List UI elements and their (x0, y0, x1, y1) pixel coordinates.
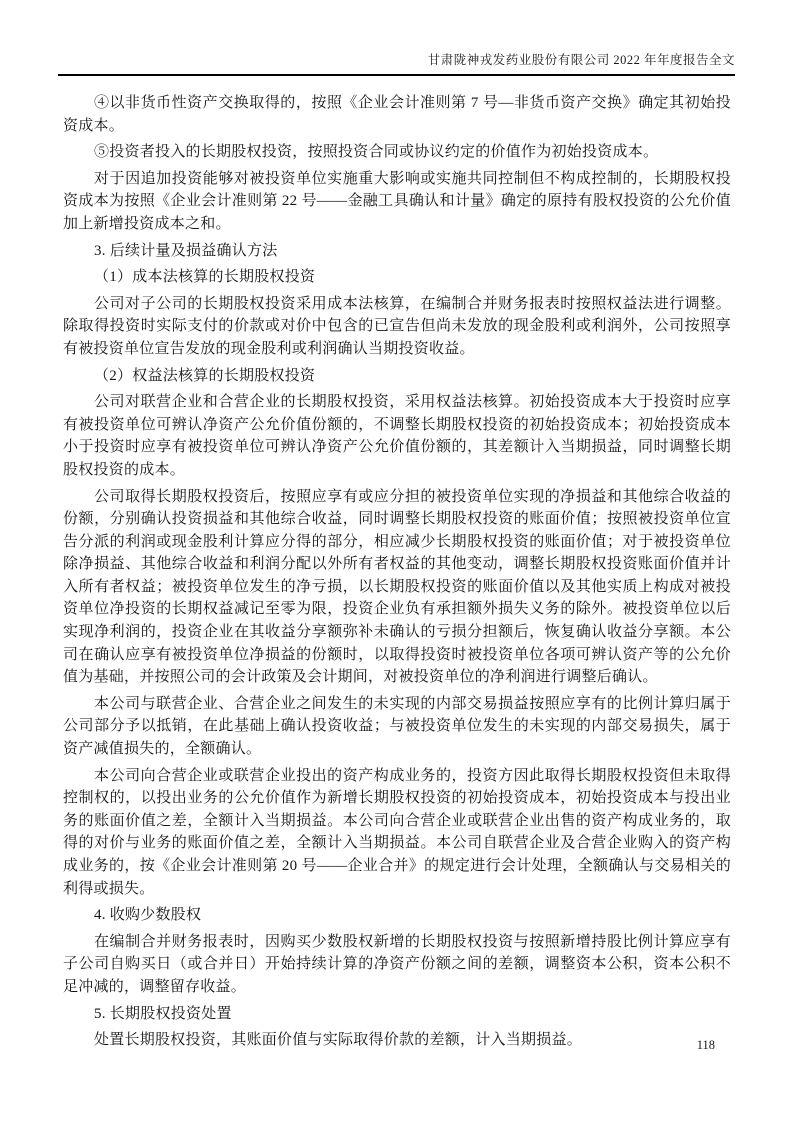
para-investment-disposal-detail: 处置长期股权投资，其账面价值与实际取得价款的差额，计入当期损益。 (94, 1032, 583, 1049)
document-content (63, 92, 731, 1056)
heading-minority-equity-purchase: 4. 收购少数股权 (94, 907, 202, 924)
page-header (58, 50, 735, 76)
para-noncash-asset-exchange: ④以非货币性资产交换取得的，按照《企业会计准则第 7 号—非货币资产交换》确定其初始投资成本。 (63, 95, 731, 134)
para-cost-method-detail: 公司对子公司的长期股权投资采用成本法核算，在编制合并财务报表时按照权益法进行调整。除取得投资时实际支付的价款或对价中包含的已宣告但尚未发放的现金股利或利润外，公司按照享有被投资单位宣告发放的现金股利或利润确认当期投资收益。 (63, 295, 731, 357)
para-equity-method-initial-cost: 公司对联营企业和合营企业的长期股权投资，采用权益法核算。初始投资成本大于投资时应享有被投资单位可辨认净资产公允价值份额的，不调整长期股权投资的初始投资成本；初始投资成本小于投资时应享有被投资单位可辨认净资产公允价值份额的，其差额计入当期损益，同时调整长期股权投资的成本。 (63, 394, 731, 478)
para-equity-method-recognition: 公司取得长期股权投资后，按照应享有或应分担的被投资单位实现的净损益和其他综合收益的份额，分别确认投资损益和其他综合收益，同时调整长期股权投资的账面价值；按照被投资单位宣告分派的利润或现金股利计算应分得的部分，相应减少长期股权投资的账面价值；对于被投资单位除净损益、其他综合收益和利润分配以外所有者权益的其他变动，调整长期股权投资账面价值并计入所有者权益；被投资单位发生的净亏损，以长期股权投资的账面价值以及其他实质上构成对被投资单位净投资的长期权益减记至零为限，投资企业负有承担额外损失义务的除外。被投资单位以后实现净利润的，投资企业在其收益分享额弥补未确认的亏损分担额后，恢复确认收益分享额。本公司在确认应享有被投资单位净损益的份额时，以取得投资时被投资单位各项可辨认资产等的公允价值为基础，并按照公司的会计政策及会计期间，对被投资单位的净利润进行调整后确认。 (63, 488, 731, 686)
para-investor-contributed-investment: ⑤投资者投入的长期股权投资，按照投资合同或协议约定的价值作为初始投资成本。 (94, 144, 659, 161)
para-minority-equity-detail: 在编制合并财务报表时，因购买少数股权新增的长期股权投资与按照新增持股比例计算应享有子公司自购买日（或合并日）开始持续计算的净资产份额之间的差额，调整资本公积，资本公积不足冲减的，调整留存收益。 (63, 933, 731, 995)
page-number: 118 (696, 1038, 715, 1052)
report-header-title: 甘肃陇神戎发药业股份有限公司 2022 年年度报告全文 (427, 53, 735, 67)
header-divider (58, 74, 735, 76)
heading-investment-disposal: 5. 长期股权投资处置 (94, 1005, 232, 1022)
heading-cost-method: （1）成本法核算的长期股权投资 (94, 269, 316, 286)
para-additional-investment-cost: 对于因追加投资能够对被投资单位实施重大影响或实施共同控制但不构成控制的，长期股权投资成本为按照《企业会计准则第 22 号——金融工具确认和计量》确定的原持有股权投资的公允价值加上新增投资成本之和。 (63, 170, 731, 232)
para-asset-contribution-business: 本公司向合营企业或联营企业投出的资产构成业务的，投资方因此取得长期股权投资但未取得控制权的，以投出业务的公允价值作为新增长期股权投资的初始投资成本，初始投资成本与投出业务的账面价值之差，全额计入当期损益。本公司向合营企业或联营企业出售的资产构成业务的，取得的对价与业务的账面价值之差，全额计入当期损益。本公司自联营企业及合营企业购入的资产构成业务的，按《企业会计准则第 20 号——企业合并》的规定进行会计处理，全额确认与交易相关的利得或损失。 (63, 767, 731, 897)
heading-equity-method: （2）权益法核算的长期股权投资 (94, 367, 316, 384)
para-unrealized-internal-transactions: 本公司与联营企业、合营企业之间发生的未实现的内部交易损益按照应享有的比例计算归属于公司部分予以抵销，在此基础上确认投资收益；与被投资单位发生的未实现的内部交易损失，属于资产减值损失的，全额确认。 (63, 695, 731, 758)
heading-subsequent-measurement: 3. 后续计量及损益确认方法 (94, 242, 278, 259)
